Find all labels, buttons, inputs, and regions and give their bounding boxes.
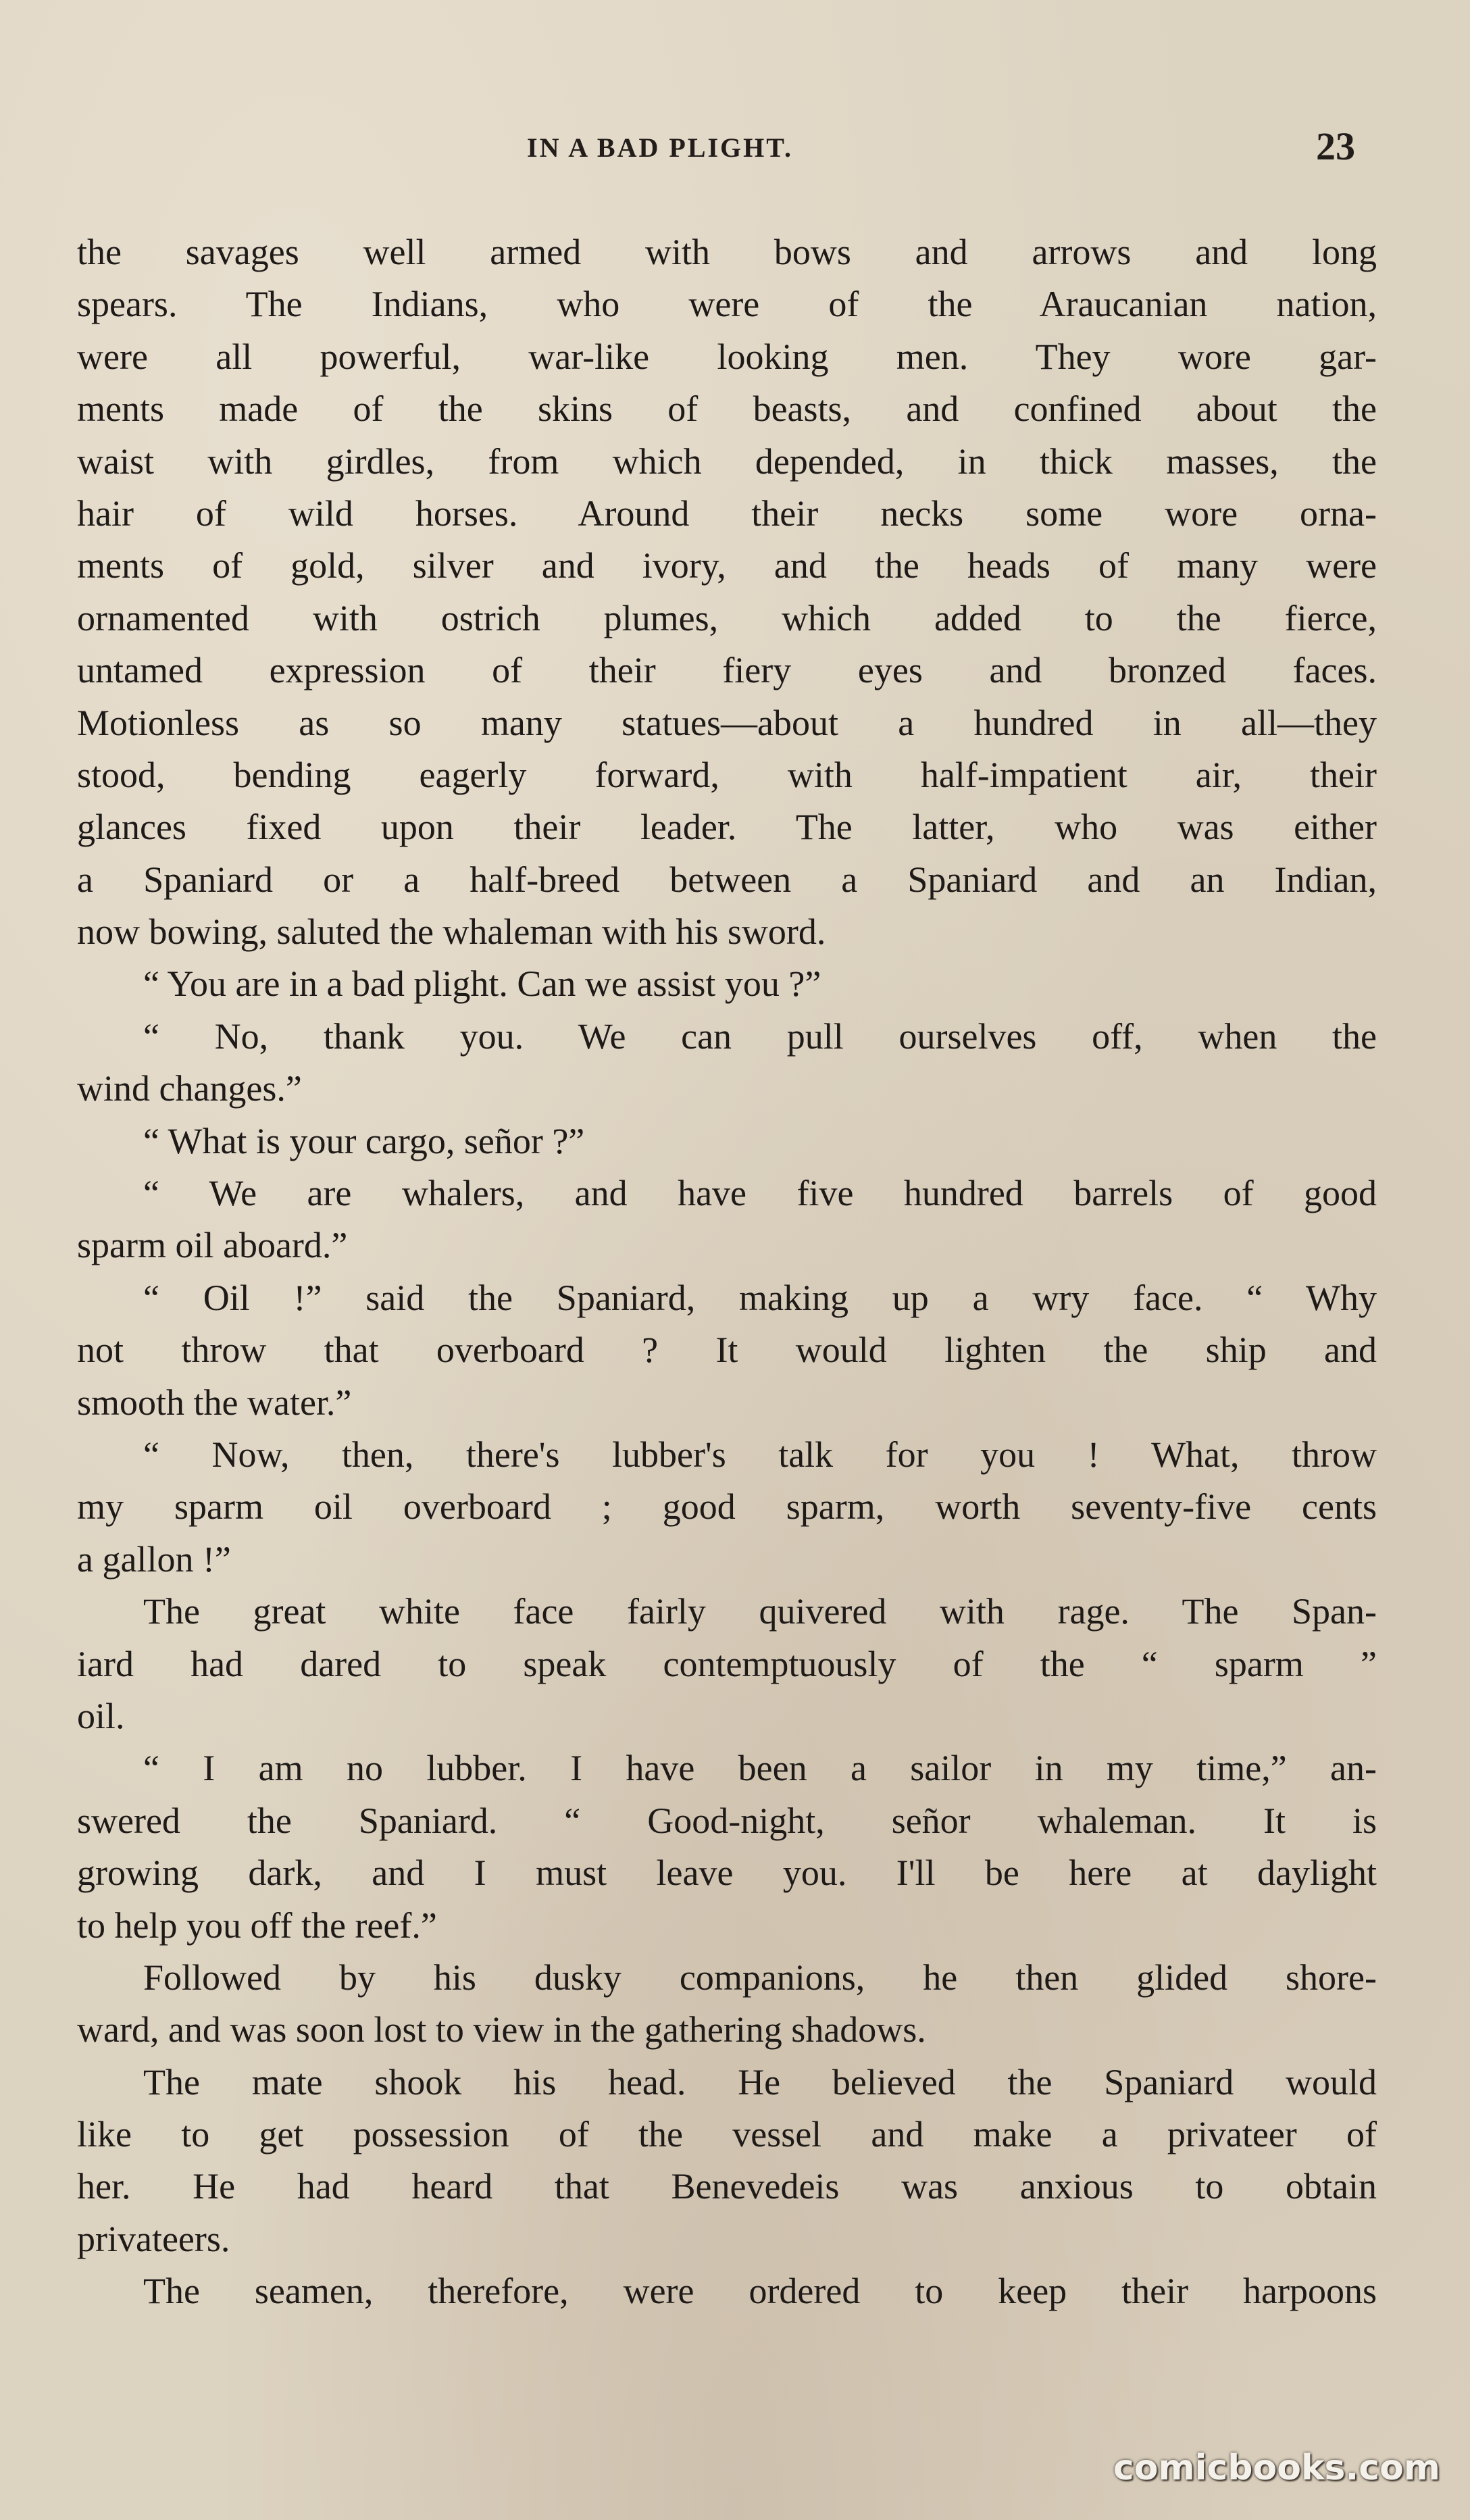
text-line: privateers. — [77, 2218, 230, 2259]
text-line: wind changes.” — [77, 1068, 302, 1109]
text-line: Motionless as so many statues—about a hundred in all—they — [77, 702, 1377, 743]
text-line: ments of gold, silver and ivory, and the heads of many were — [77, 545, 1377, 586]
text-line: Followed by his dusky companions, he then glided shore- — [143, 1957, 1377, 1998]
text-line: a Spaniard or a half-breed between a Spaniard and an Indian, — [77, 859, 1377, 900]
text-line: smooth the water.” — [77, 1382, 352, 1423]
text-line: “ What is your cargo, señor ?” — [143, 1120, 585, 1161]
text-line: like to get possession of the vessel and make a privateer of — [77, 2114, 1377, 2155]
text-line: sparm oil aboard.” — [77, 1225, 348, 1266]
text-line: “ Oil !” said the Spaniard, making up a wry face. “ Why — [143, 1277, 1377, 1318]
text-line: The mate shook his head. He believed the Spaniard would — [143, 2061, 1377, 2102]
text-line: my sparm oil overboard ; good sparm, worth seventy-five cents — [77, 1486, 1377, 1528]
text-line: waist with girdles, from which depended, in thick masses, the — [77, 440, 1377, 482]
text-line: now bowing, saluted the whaleman with his sword. — [77, 911, 826, 953]
text-line: “ No, thank you. We can pull ourselves off, when the — [143, 1015, 1377, 1057]
page-number: 23 — [1316, 124, 1355, 168]
text-line: her. He had heard that Benevedeis was anxious to obtain — [77, 2166, 1377, 2207]
text-line: “ Now, then, there's lubber's talk for you ! What, throw — [143, 1434, 1377, 1475]
text-line: The great white face fairly quivered with rage. The Span- — [143, 1591, 1377, 1632]
text-line: “ We are whalers, and have five hundred barrels of good — [143, 1173, 1377, 1214]
text-line: growing dark, and I must leave you. I'll be here at daylight — [77, 1853, 1377, 1894]
text-line: stood, bending eagerly forward, with half-impatient air, their — [77, 754, 1377, 795]
running-head — [0, 124, 1470, 179]
text-line: The seamen, therefore, were ordered to keep their harpoons — [143, 2271, 1377, 2312]
text-line: “ You are in a bad plight. Can we assist you ?” — [143, 963, 821, 1005]
text-line: glances fixed upon their leader. The latter, who was either — [77, 807, 1377, 848]
text-line: to help you off the reef.” — [77, 1905, 437, 1946]
text-line: “ I am no lubber. I have been a sailor in my time,” an- — [143, 1748, 1377, 1789]
text-line: ward, and was soon lost to view in the gathering shadows. — [77, 2009, 926, 2050]
text-line: iard had dared to speak contemptuously of the “ sparm ” — [77, 1643, 1377, 1684]
text-line: not throw that overboard ? It would lighten the ship and — [77, 1330, 1377, 1371]
text-line: swered the Spaniard. “ Good-night, señor whaleman. It is — [77, 1800, 1377, 1841]
text-line: a gallon !” — [77, 1538, 231, 1580]
body-text — [77, 226, 1377, 2318]
text-line: hair of wild horses. Around their necks some wore orna- — [77, 493, 1377, 534]
running-title: IN A BAD PLIGHT. — [527, 132, 793, 163]
text-line: were all powerful, war-like looking men. They wore gar- — [77, 336, 1377, 377]
text-line: ments made of the skins of beasts, and confined about the — [77, 388, 1377, 430]
text-line: the savages well armed with bows and arrows and long — [77, 232, 1377, 272]
text-line: spears. The Indians, who were of the Araucanian nation, — [77, 284, 1377, 325]
text-line: oil. — [77, 1695, 125, 1736]
text-line: ornamented with ostrich plumes, which added to the fierce, — [77, 597, 1377, 638]
watermark: comicbooks.com — [1113, 2448, 1440, 2488]
text-line: untamed expression of their fiery eyes and bronzed faces. — [77, 650, 1377, 691]
